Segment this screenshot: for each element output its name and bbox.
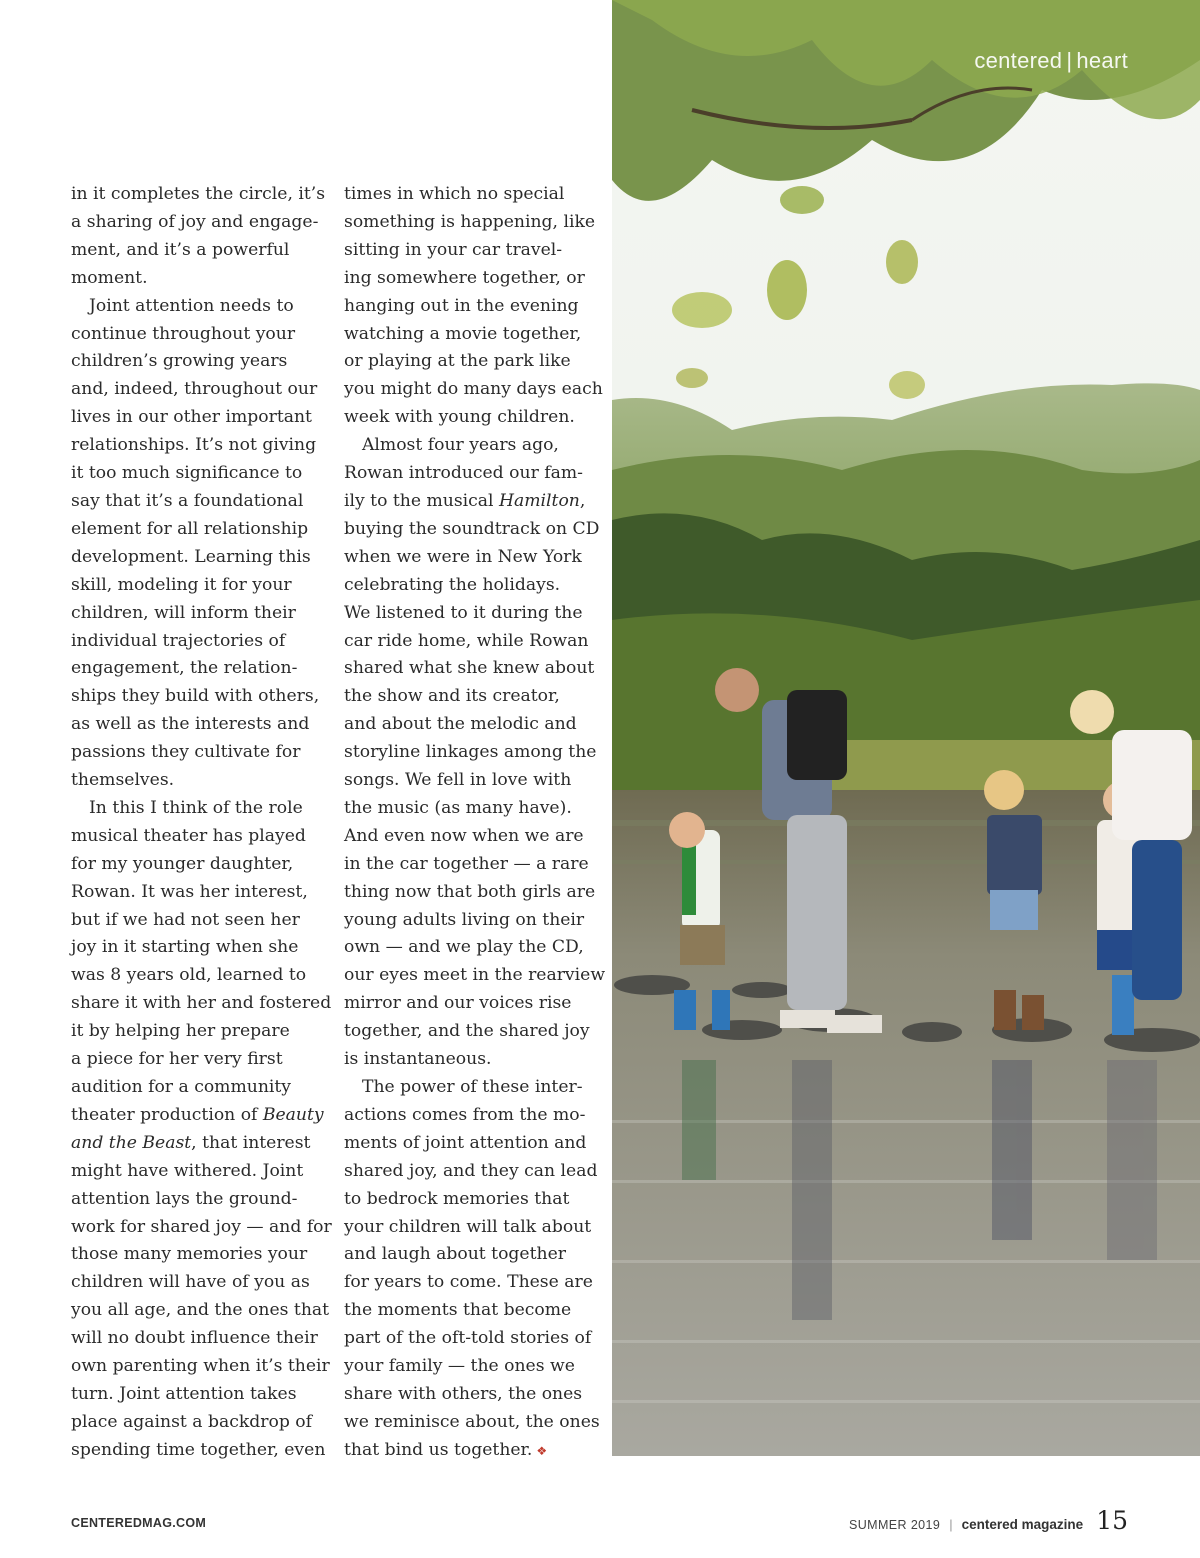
footer-issue: SUMMER 2019	[849, 1518, 941, 1532]
text-line: it too much significance to	[71, 463, 303, 484]
text-line: engagement, the relation-	[71, 658, 298, 679]
text-line: your children will talk about	[344, 1216, 592, 1237]
text-line: And even now when we are	[344, 825, 584, 846]
text-line: and, indeed, throughout our	[71, 379, 318, 400]
text-line: ments of joint attention and	[344, 1132, 587, 1153]
text-line: part of the oft-told stories of	[344, 1328, 592, 1349]
text-line: and laugh about together	[344, 1244, 566, 1265]
text-line: place against a backdrop of	[71, 1411, 313, 1432]
text-line: when we were in New York	[344, 546, 582, 567]
text-line: to bedrock memories that	[344, 1188, 570, 1209]
text-line: share it with her and fostered	[71, 993, 332, 1014]
text-line: the music (as many have).	[344, 797, 572, 818]
text-line: development. Learning this	[71, 546, 311, 567]
text-line: ment, and it’s a powerful	[71, 239, 290, 260]
text-line	[71, 1102, 324, 1130]
footer-separator: |	[949, 1517, 953, 1532]
text-line: a sharing of joy and engage-	[71, 211, 319, 232]
text-line: the moments that become	[344, 1300, 572, 1321]
text-line: actions comes from the mo-	[344, 1104, 586, 1125]
text-line: sitting in your car travel-	[344, 239, 563, 260]
text-line: in the car together — a rare	[344, 853, 589, 874]
article-column-2	[344, 181, 606, 1466]
page-number: 15	[1096, 1506, 1128, 1535]
text-line: themselves.	[71, 770, 175, 791]
text-line: car ride home, while Rowan	[344, 630, 589, 651]
text-line: might have withered. Joint	[71, 1160, 304, 1181]
text-line: thing now that both girls are	[344, 881, 596, 902]
text-line: shared what she knew about	[344, 658, 595, 679]
text-line: it by helping her prepare	[71, 1021, 290, 1042]
article-column-1	[71, 181, 332, 1465]
text-line: hanging out in the evening	[344, 295, 579, 316]
text-line: musical theater has played	[71, 825, 306, 846]
text-line: your family — the ones we	[344, 1356, 575, 1377]
text-line: for my younger daughter,	[71, 853, 294, 874]
text-line: In this I think of the role	[89, 797, 303, 818]
text-line: passions they cultivate for	[71, 742, 301, 763]
section-tag-left: centered	[974, 48, 1063, 73]
text-line: children will have of you as	[71, 1272, 310, 1293]
text-line: shared joy, and they can lead	[344, 1160, 598, 1181]
text-line: moment.	[71, 267, 148, 288]
text-line: say that it’s a foundational	[71, 490, 304, 511]
text-line: ing somewhere together, or	[344, 267, 585, 288]
text-line: spending time together, even	[71, 1439, 326, 1460]
text-line: times in which no special	[344, 184, 565, 204]
text-line: Joint attention needs to	[89, 295, 294, 316]
text-line: individual trajectories of	[71, 630, 286, 651]
text-line: children, will inform their	[71, 602, 296, 623]
text-line: Rowan. It was her interest,	[71, 881, 308, 902]
text-line: storyline linkages among the	[344, 742, 597, 763]
footer-website: CENTEREDMAG.COM	[71, 1516, 207, 1530]
text-line: watching a movie together,	[344, 323, 582, 344]
text-line: week with young children.	[344, 407, 575, 428]
text-line: and about the melodic and	[344, 714, 577, 735]
text-line: you all age, and the ones that	[71, 1300, 330, 1321]
text-line: Rowan introduced our fam-	[344, 463, 583, 484]
text-line: attention lays the ground-	[71, 1188, 298, 1209]
text-line: is instantaneous.	[344, 1049, 492, 1070]
text-run: theater production of	[71, 1104, 263, 1125]
text-line: relationships. It’s not giving	[71, 435, 317, 456]
text-line: lives in our other important	[71, 407, 312, 428]
text-line	[344, 488, 594, 516]
text-line: but if we had not seen her	[71, 909, 300, 930]
text-line: our eyes meet in the rearview	[344, 965, 606, 986]
text-line: the show and its creator,	[344, 686, 560, 707]
text-line: turn. Joint attention takes	[71, 1383, 297, 1404]
text-line: ships they build with others,	[71, 686, 320, 707]
text-line: skill, modeling it for your	[71, 574, 292, 595]
text-line: work for shared joy — and for	[71, 1216, 332, 1237]
text-run: , that interest	[191, 1132, 311, 1153]
italic-title: and the Beast	[71, 1132, 192, 1153]
text-line: a piece for her very first	[71, 1049, 283, 1070]
text-line: celebrating the holidays.	[344, 574, 561, 595]
text-line: or playing at the park like	[344, 351, 571, 372]
text-line: something is happening, like	[344, 211, 596, 232]
text-line: together, and the shared joy	[344, 1021, 590, 1042]
text-line: songs. We fell in love with	[344, 770, 572, 791]
footer-magazine-name: centered magazine	[961, 1517, 1084, 1532]
text-line: own parenting when it’s their	[71, 1356, 330, 1377]
text-line: element for all relationship	[71, 518, 309, 539]
text-line: We listened to it during the	[344, 602, 583, 623]
italic-title: Beauty	[262, 1104, 324, 1125]
text-line: children’s growing years	[71, 351, 288, 372]
text-run: that bind us together.	[344, 1439, 533, 1460]
section-tag-separator: |	[1066, 48, 1073, 73]
text-line: those many memories your	[71, 1244, 308, 1265]
text-line: young adults living on their	[344, 909, 585, 930]
text-run: ily to the musical	[344, 490, 500, 511]
section-tag-right: heart	[1076, 48, 1128, 73]
text-line: mirror and our voices rise	[344, 993, 572, 1014]
text-line: you might do many days each	[344, 379, 603, 400]
text-line: audition for a community	[71, 1077, 292, 1097]
text-line	[344, 1437, 594, 1466]
text-line: in it completes the circle, it’s	[71, 184, 326, 204]
text-line: own — and we play the CD,	[344, 937, 584, 958]
end-mark-icon: ❖	[536, 1443, 548, 1458]
section-tag	[974, 48, 1128, 74]
text-line: share with others, the ones	[344, 1383, 583, 1404]
footer-issue-info	[849, 1506, 1128, 1535]
text-line: joy in it starting when she	[71, 937, 299, 958]
text-line: we reminisce about, the ones	[344, 1411, 600, 1432]
text-line: Almost four years ago,	[362, 435, 559, 456]
text-line: for years to come. These are	[344, 1272, 593, 1293]
text-line: continue throughout your	[71, 323, 296, 344]
family-stepping-stones-photo	[612, 0, 1200, 1456]
text-line	[71, 1130, 321, 1158]
text-line: will no doubt influence their	[71, 1328, 318, 1349]
text-line: was 8 years old, learned to	[71, 965, 307, 986]
italic-title: Hamilton	[499, 490, 580, 511]
text-run: ,	[579, 490, 586, 511]
text-line: as well as the interests and	[71, 714, 310, 735]
text-line: The power of these inter-	[362, 1077, 583, 1097]
text-line: buying the soundtrack on CD	[344, 518, 600, 539]
